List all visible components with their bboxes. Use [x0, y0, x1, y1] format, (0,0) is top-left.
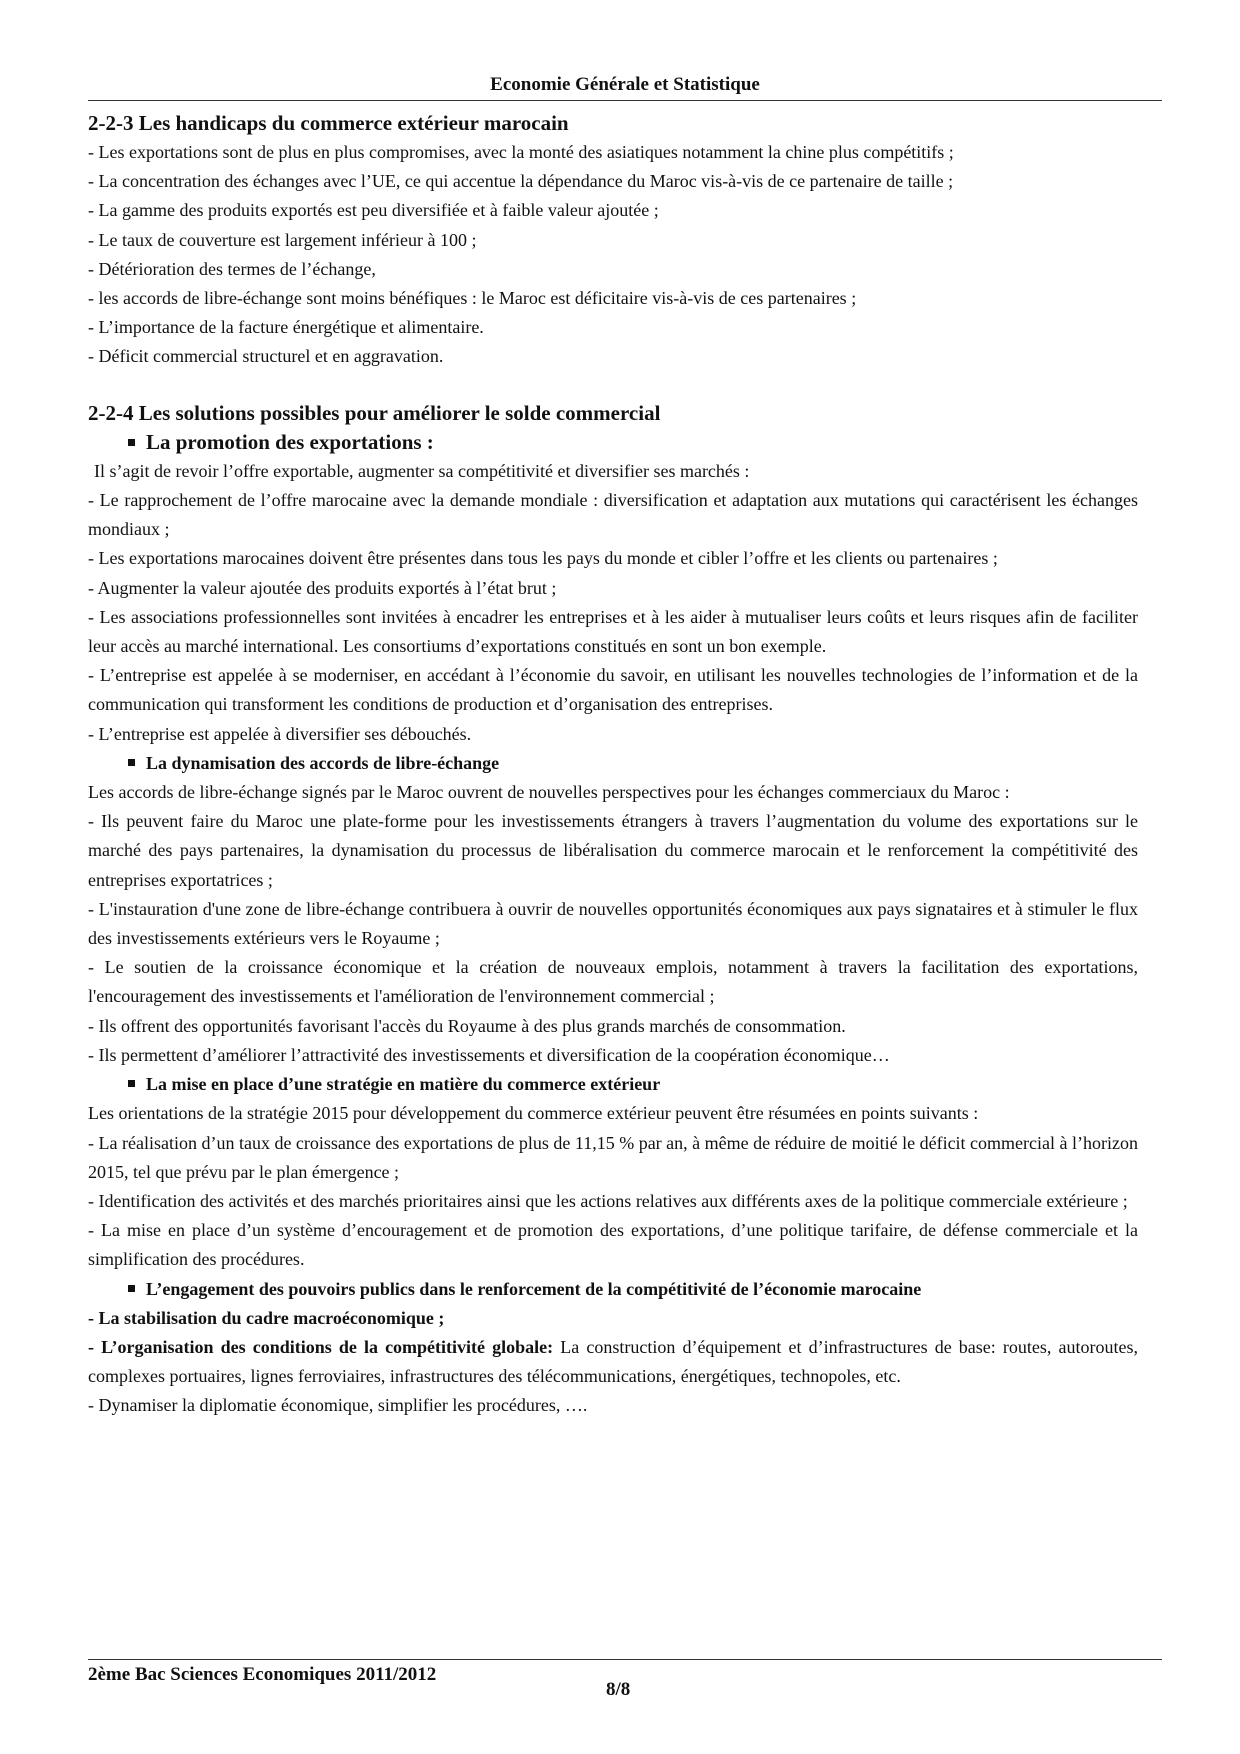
strategie-item: - La mise en place d’un système d’encouragement et de promotion des exportations, d’une politique tarifaire, de défense commerciale et la simplification des procédures. — [88, 1220, 1138, 1270]
subheading-engagement-label: L’engagement des pouvoirs publics dans le renforcement de la compétitivité de l’économie marocaine — [146, 1278, 922, 1299]
handicap-item: - La concentration des échanges avec l’UE, ce qui accentue la dépendance du Maroc vis-à-vis de ce partenaire de taille ; — [88, 171, 954, 192]
subheading-promotion-label: La promotion des exportations : — [146, 429, 434, 454]
handicap-item: - Les exportations sont de plus en plus compromises, avec la monté des asiatiques notamment la chine plus compétitifs ; — [88, 142, 954, 162]
subheading-accords — [88, 749, 1138, 778]
accords-item: - Ils offrent des opportunités favorisant l'accès du Royaume à des plus grands marchés de consommation. — [88, 1015, 846, 1036]
handicap-item: - La gamme des produits exportés est peu diversifiée et à faible valeur ajoutée ; — [88, 200, 659, 221]
engagement-item-organisation-text: La construction d’équipement et d’infrastructures de base: routes, autoroutes, complexes portuaires, lignes ferroviaires, infrastructures des télécommunications, énergétiques, technopoles, etc. — [88, 1336, 1138, 1387]
engagement-item-organisation-lead: - L’organisation des conditions de la compétitivité globale: — [88, 1336, 554, 1357]
handicap-item: - L’importance de la facture énergétique et alimentaire. — [88, 317, 484, 338]
strategie-intro: Les orientations de la stratégie 2015 pour développement du commerce extérieur peuvent être résumées en points suivants : — [88, 1103, 979, 1124]
section-2-2-4-title: 2-2-4 Les solutions possibles pour améliorer le solde commercial — [88, 400, 661, 425]
page-content — [88, 108, 1138, 1421]
accords-item: - Le soutien de la croissance économique et la création de nouveaux emplois, notamment à travers la facilitation des exportations, l'encouragement des investissements et l'amélioration de l'environnement commercial ; — [88, 957, 1138, 1007]
subheading-promotion — [88, 428, 1138, 457]
promotion-item: - Les exportations marocaines doivent être présentes dans tous les pays du monde et cibler l’offre et les clients ou partenaires ; — [88, 548, 998, 569]
footer-rule — [88, 1659, 1162, 1660]
promotion-item: - Les associations professionnelles sont invitées à encadrer les entreprises et à les aider à mutualiser leurs coûts et leurs risques afin de faciliter leur accès au marché international. Les consortiums d’exportations constitués en sont un bon exemple. — [88, 606, 1138, 657]
footer-course-label: 2ème Bac Sciences Economiques 2011/2012 — [88, 1664, 437, 1685]
promotion-intro: Il s’agit de revoir l’offre exportable, augmenter sa compétitivité et diversifier ses marchés : — [94, 460, 750, 481]
running-header: Economie Générale et Statistique — [490, 74, 760, 95]
accords-item: - Ils permettent d’améliorer l’attractivité des investissements et diversification de la coopération économique… — [88, 1044, 890, 1065]
subheading-strategie — [88, 1070, 1138, 1099]
handicap-item: - Le taux de couverture est largement inférieur à 100 ; — [88, 229, 477, 250]
strategie-item: - Identification des activités et des marchés prioritaires ainsi que les actions relatives aux différents axes de la politique commerciale extérieure ; — [88, 1190, 1128, 1211]
square-bullet-icon — [128, 1080, 135, 1087]
accords-intro: Les accords de libre-échange signés par le Maroc ouvrent de nouvelles perspectives pour les échanges commerciaux du Maroc : — [88, 782, 1010, 803]
engagement-item-organisation — [88, 1333, 1138, 1391]
header-rule — [88, 100, 1162, 101]
page-number: 8/8 — [606, 1679, 631, 1700]
subheading-strategie-label: La mise en place d’une stratégie en matière du commerce extérieur — [146, 1074, 661, 1095]
square-bullet-icon — [128, 759, 135, 766]
handicap-item: - Déficit commercial structurel et en aggravation. — [88, 346, 444, 367]
accords-item: - Ils peuvent faire du Maroc une plate-forme pour les investissements étrangers à travers l’augmentation du volume des exportations sur le marché des pays partenaires, la dynamisation du processus de libéralisation du commerce marocain et le renforcement la compétitivité des entreprises exportatrices ; — [88, 811, 1138, 890]
subheading-accords-label: La dynamisation des accords de libre-échange — [146, 752, 500, 773]
strategie-item: - La réalisation d’un taux de croissance des exportations de plus de 11,15 % par an, à même de réduire de moitié le déficit commercial à l’horizon 2015, tel que prévu par le plan émergence ; — [88, 1132, 1138, 1182]
promotion-item: - L’entreprise est appelée à diversifier ses débouchés. — [88, 723, 472, 744]
subheading-engagement — [88, 1275, 1138, 1304]
engagement-item-diplomatie: - Dynamiser la diplomatie économique, simplifier les procédures, …. — [88, 1395, 588, 1416]
engagement-item-stabilisation: - La stabilisation du cadre macroéconomique ; — [88, 1307, 445, 1328]
promotion-item: - Le rapprochement de l’offre marocaine avec la demande mondiale : diversification et adaptation aux mutations qui caractérisent les échanges mondiaux ; — [88, 490, 1138, 540]
handicap-item: - Détérioration des termes de l’échange, — [88, 258, 376, 279]
handicap-item: - les accords de libre-échange sont moins bénéfiques : le Maroc est déficitaire vis-à-vis de ces partenaires ; — [88, 288, 857, 309]
square-bullet-icon — [128, 439, 135, 446]
square-bullet-icon — [128, 1285, 135, 1292]
promotion-item: - L’entreprise est appelée à se moderniser, en accédant à l’économie du savoir, en utilisant les nouvelles technologies de l’information et de la communication qui transforment les conditions de production et d’organisation des entreprises. — [88, 665, 1138, 715]
section-2-2-3-title: 2-2-3 Les handicaps du commerce extérieur marocain — [88, 111, 569, 135]
accords-item: - L'instauration d'une zone de libre-échange contribuera à ouvrir de nouvelles opportunités économiques aux pays signataires et à stimuler le flux des investissements extérieurs vers le Royaume ; — [88, 898, 1138, 949]
promotion-item: - Augmenter la valeur ajoutée des produits exportés à l’état brut ; — [88, 577, 557, 598]
